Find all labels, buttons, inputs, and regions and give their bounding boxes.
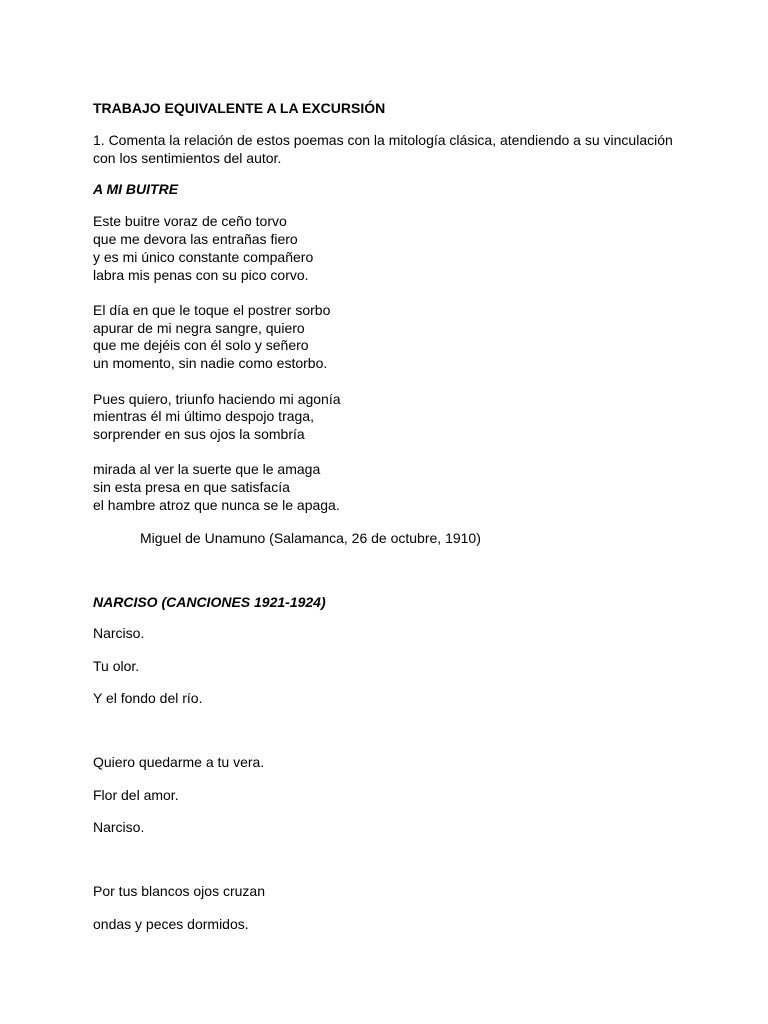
poem-line: Por tus blancos ojos cruzan [93, 883, 265, 900]
poem-line: sorprender en sus ojos la sombría [93, 426, 305, 443]
poem-stanza [93, 391, 693, 444]
poem-line: mirada al ver la suerte que le amaga [93, 461, 321, 478]
poem-line: Pues quiero, triunfo haciendo mi agonía [93, 390, 341, 407]
poem-title-narciso: NARCISO (CANCIONES 1921-1924) [93, 593, 326, 610]
poem-line: Narciso. [93, 625, 145, 642]
poem-stanza [93, 302, 693, 373]
question-text: 1. Comenta la relación de estos poemas con la mitología clásica, atendiendo a su vinculación con los sentimientos del autor. [93, 131, 673, 166]
document-body [93, 100, 693, 948]
poem-line: ondas y peces dormidos. [93, 915, 249, 932]
poem-line: Quiero quedarme a tu vera. [93, 754, 265, 771]
poem-line: El día en que le toque el postrer sorbo [93, 301, 331, 318]
poem-title-a-mi-buitre: A MI BUITRE [93, 181, 179, 198]
poem-stanza [93, 213, 693, 284]
poem-line: mientras él mi último despojo traga, [93, 408, 314, 425]
poem-line: Flor del amor. [93, 786, 179, 803]
stanza-gap [93, 722, 693, 754]
poem-signature: Miguel de Unamuno (Salamanca, 26 de octubre, 1910) [140, 529, 481, 546]
poem-stanza [93, 461, 693, 514]
poem-line: que me dejéis con él solo y señero [93, 337, 309, 354]
poem-line: el hambre atroz que nunca se le apaga. [93, 497, 340, 514]
poem-line: labra mis penas con su pico corvo. [93, 266, 309, 283]
poem-line: Este buitre voraz de ceño torvo [93, 213, 287, 230]
poem-line: y es mi único constante compañero [93, 248, 314, 265]
poem-line: un momento, sin nadie como estorbo. [93, 355, 328, 372]
poem-line: sin esta presa en que satisfacía [93, 479, 290, 496]
poem-line: Tu olor. [93, 657, 140, 674]
poem-line: que me devora las entrañas fiero [93, 230, 298, 247]
stanza-gap [93, 851, 693, 883]
poem-line: Narciso. [93, 818, 145, 835]
document-heading: TRABAJO EQUIVALENTE A LA EXCURSIÓN [93, 100, 386, 116]
poem-line: Y el fondo del río. [93, 689, 203, 706]
poem-line: apurar de mi negra sangre, quiero [93, 319, 305, 336]
